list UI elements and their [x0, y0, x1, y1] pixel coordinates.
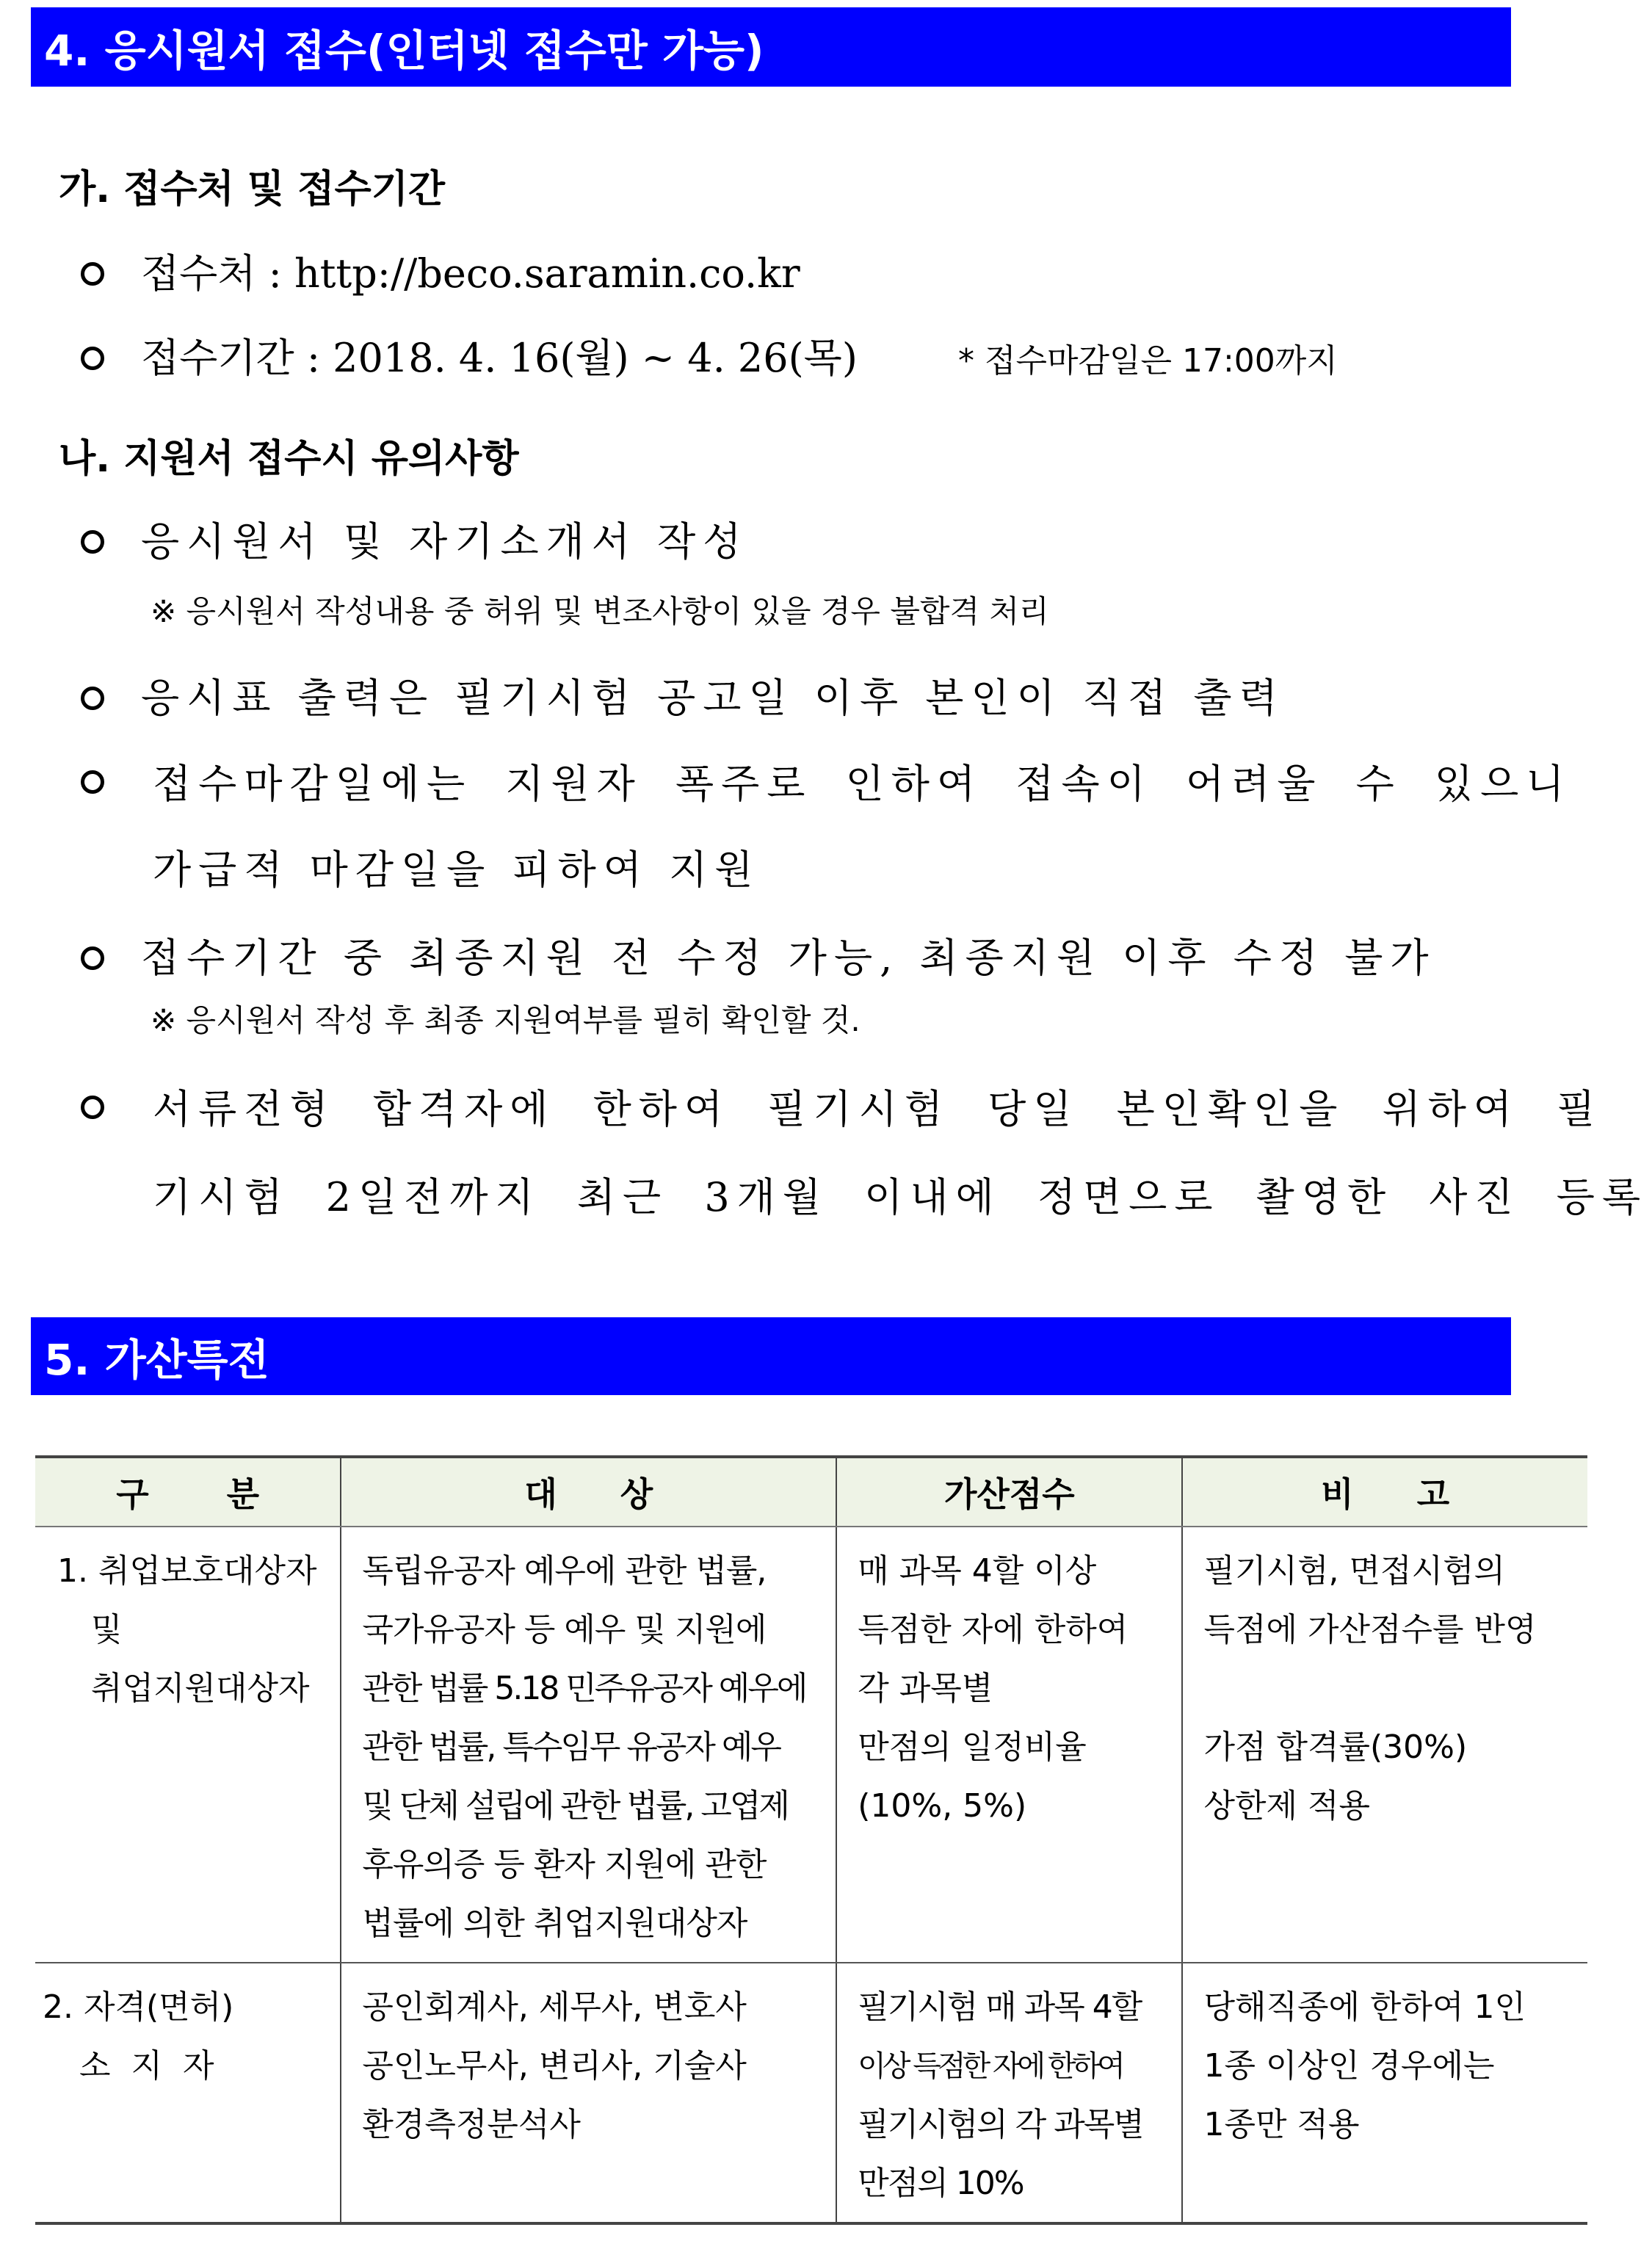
list-item-reception-period: 접수기간 : 2018. 4. 16(월) ~ 4. 26(목) — [81, 327, 858, 383]
circle-bullet-icon — [81, 770, 104, 794]
cell-points: 필기시험 매 과목 4할 이상 득점한 자에 한하여 필기시험의 각 과목별 만점의 10% — [836, 1963, 1182, 2223]
table-row — [35, 1963, 1587, 2223]
cell-target: 공인회계사, 세무사, 변호사 공인노무사, 변리사, 기술사 환경측정분석사 — [341, 1963, 836, 2223]
list-item-photo-registration-cont: 기시험 2일전까지 최근 3개월 이내에 정면으로 촬영한 사진 등록 — [153, 1174, 1648, 1220]
cell-points: 매 과목 4할 이상 득점한 자에 한하여 각 과목별 만점의 일정비율 (10%, 5%) — [836, 1527, 1182, 1963]
cell-category: 1. 취업보호대상자 및 취업지원대상자 — [35, 1527, 341, 1963]
note-false-info: ※ 응시원서 작성내용 중 허위 및 변조사항이 있을 경우 불합격 처리 — [151, 593, 1049, 629]
circle-bullet-icon — [81, 530, 104, 554]
section-4-title: 4. 응시원서 접수(인터넷 접수만 가능) — [31, 7, 1511, 87]
circle-bullet-icon — [81, 1096, 104, 1119]
circle-bullet-icon — [81, 687, 104, 710]
deadline-note: * 접수마감일은 17:00까지 — [958, 342, 1338, 380]
list-item-admission-ticket: 응시표 출력은 필기시험 공고일 이후 본인이 직접 출력 — [81, 667, 1285, 723]
circle-bullet-icon — [81, 946, 104, 970]
table-row — [35, 1527, 1587, 1963]
header-points: 가산점수 — [836, 1457, 1182, 1527]
cell-target: 독립유공자 예우에 관한 법률, 국가유공자 등 예우 및 지원에 관한 법률 5.18 민주유공자 예우에 관한 법률, 특수임무 유공자 예우 및 단체 설립에 관한 법률, 고엽제 후유의증 등 환자 지원에 관한 법률에 의한 취업지원대상자 — [341, 1527, 836, 1963]
cell-remarks: 당해직종에 한하여 1인 1종 이상인 경우에는 1종만 적용 — [1182, 1963, 1587, 2223]
circle-bullet-icon — [81, 262, 104, 286]
circle-bullet-icon — [81, 347, 104, 370]
header-category: 구 분 — [35, 1457, 341, 1527]
section-5-title: 5. 가산특전 — [31, 1317, 1511, 1395]
list-item-deadline-congestion-cont: 가급적 마감일을 피하여 지원 — [153, 847, 761, 893]
list-item-edit-policy: 접수기간 중 최종지원 전 수정 가능, 최종지원 이후 수정 불가 — [81, 927, 1436, 983]
note-confirm-submission: ※ 응시원서 작성 후 최종 지원여부를 필히 확인할 것. — [151, 1002, 861, 1038]
header-target: 대 상 — [341, 1457, 836, 1527]
cell-category: 2. 자격(면허) 소 지 자 — [35, 1963, 341, 2223]
cell-remarks: 필기시험, 면접시험의 득점에 가산점수를 반영 가점 합격률(30%) 상한제 적용 — [1182, 1527, 1587, 1963]
table-header-row — [35, 1457, 1587, 1527]
subheading-b: 나. 지원서 접수시 유의사항 — [59, 437, 519, 481]
list-item-application-forms: 응시원서 및 자기소개서 작성 — [81, 510, 748, 567]
subheading-a: 가. 접수처 및 접수기간 — [59, 167, 446, 211]
bonus-points-table — [35, 1455, 1587, 2225]
list-item-reception-site: 접수처 : http://beco.saramin.co.kr — [81, 242, 800, 299]
header-remarks: 비 고 — [1182, 1457, 1587, 1527]
